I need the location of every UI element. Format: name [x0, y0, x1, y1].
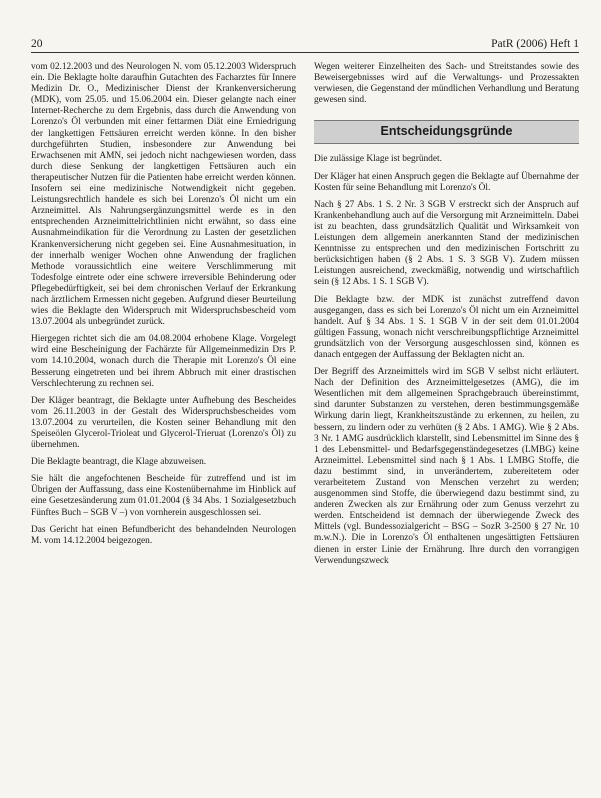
paragraph: Die Beklagte beantragt, die Klage abzuweisen.: [31, 457, 207, 468]
paragraph: Der Kläger beantragt, die Beklagte unter Aufhebung des Bescheides vom 26.11.2003 in der Gestalt des Widerspruchsbescheides vom 13.07.2004 zu verurteilen, die Kosten seiner Behandlung mit den Speiseölen Glycerol-Trioleat und Glycerol-Trieruat (Lorenzo's Öl) zu übernehmen.: [31, 395, 296, 451]
paragraph: Wegen weiterer Einzelheiten des Sach- und Streitstandes sowie des Beweisergebnisses wird auf die Verwaltungs- und Prozessakten verwiesen, die Gegenstand der mündlichen Verhandlung und Beratung gewesen sind.: [314, 62, 579, 106]
paragraph: Sie hält die angefochtenen Bescheide für zutreffend und ist im Übrigen der Auffassung, dass eine Kostenübernahme im Hinblick auf eine Gesetzesänderung zum 01.01.2004 (§ 34 Abs. 1 Sozialgesetzbuch Fünftes Buch – SGB V –) von vornherein ausgeschlossen sei.: [31, 474, 296, 518]
paragraph: Die Beklagte bzw. der MDK ist zunächst zutreffend davon ausgegangen, dass es sich bei Lorenzo's Öl nicht um ein Arzneimittel handelt. Auf § 34 Abs. 1 S. 1 SGB V in der seit dem 01.01.2004 gültigen Fassung, wonach nicht verschreibungspflichtige Arzneimittel grundsätzlich von der Versorgung ausgeschlossen sind, können es danach entgegen der Auffassung der Beklagten nicht an.: [314, 294, 579, 360]
paragraph: Das Gericht hat einen Befundbericht des behandelnden Neurologen M. vom 14.12.2004 beigezogen.: [31, 524, 296, 546]
text-columns: [31, 62, 579, 780]
paragraph: Die zulässige Klage ist begründet.: [314, 154, 442, 165]
page-number: 20: [31, 38, 43, 50]
paragraph: vom 02.12.2003 und des Neurologen N. vom 05.12.2003 Widerspruch ein. Die Beklagte holte daraufhin Gutachten des Facharztes für Innere Medizin Dr. O., Medizinischer Dienst der Krankenversicherung (MDK), vom 25.05. und 15.06.2004 ein. Dieser gelangte nach einer Internet-Recherche zu dem Ergebnis, dass durch die Anwendung von Lorenzo's Öl verbunden mit einer fettarmen Diät eine Erniedrigung der langkettigen Fettsäuren erreicht werden könne. In den bisher durchgeführten Studien, insbesondere zur Anwendung bei Erwachsenen mit AMN, sei jedoch nicht nachgewiesen worden, dass durch diese Senkung der langkettigen Fettsäuren auch ein therapeutischer Nutzen für die Patienten habe erreicht werden können. Insofern sei eine medizinische Notwendigkeit nicht gegeben. Leistungsrechtlich handele es sich bei Lorenzo's Öl nicht um ein Arzneimittel. Als Nahrungsergänzungsmittel werde es in den entsprechenden Arzneimittelrichtlinien nicht erwähnt, so dass eine Ausnahmeindikation für die Verordnung zu Lasten der gesetzlichen Krankenversicherung nicht gegeben sei. Eine Ausnahmesituation, in der innerhalb weniger Wochen ohne Anwendung der fraglichen Methode voraussichtlich eine weitere Verschlimmerung mit Todesfolge eintrete oder eine schwere irreversible Behinderung oder Pflegebedürftigkeit, sei bei dem chronischen Verlauf der Erkrankung nach ärztlichem Ermessen nicht gegeben. Aufgrund dieser Beurteilung wies die Beklagte den Widerspruch mit Widerspruchsbescheid vom 13.07.2004 als unbegründet zurück.: [31, 62, 296, 328]
paragraph: Nach § 27 Abs. 1 S. 2 Nr. 3 SGB V erstreckt sich der Anspruch auf Krankenbehandlung auch auf die Versorgung mit Arzneimitteln. Dabei ist zu beachten, dass grundsätzlich Qualität und Wirksamkeit von Leistungen dem allgemein anerkannten Stand der medizinischen Kenntnisse zu entsprechen und den medizinischen Fortschritt zu berücksichtigen haben (§ 2 Abs. 1 S. 3 SGB V). Zudem müssen Leistungen ausreichend, zweckmäßig, notwendig und wirtschaftlich sein (§ 12 Abs. 1 S. 1 SGB V).: [314, 199, 579, 288]
section-heading: Entscheidungsgründe: [314, 120, 579, 144]
journal-reference: PatR (2006) Heft 1: [491, 38, 579, 50]
right-column: [314, 62, 579, 780]
page-header: [31, 32, 579, 53]
left-column: [31, 62, 296, 780]
paragraph: Hiergegen richtet sich die am 04.08.2004 erhobene Klage. Vorgelegt wird eine Bescheinigung der Fachärzte für Allgemeinmedizin Drs P. vom 14.10.2004, wonach durch die Therapie mit Lorenzo's Öl eine Besserung eingetreten und bei ihrem Abbruch mit einer drastischen Verschlechterung zu rechnen sei.: [31, 334, 296, 389]
paragraph: Der Kläger hat einen Anspruch gegen die Beklagte auf Übernahme der Kosten für seine Behandlung mit Lorenzo's Öl.: [314, 171, 579, 193]
paragraph: Der Begriff des Arzneimittels wird im SGB V selbst nicht erläutert. Nach der Definition des Arzneimittelgesetzes (AMG), die im Wesentlichen mit dem allgemeinen Sprachgebrauch übereinstimmt, sind darunter Substanzen zu verstehen, deren bestimmungsgemäße Wirkung darin liegt, Krankheitszustände zu erkennen, zu heilen, zu bessern, zu lindern oder zu verhüten (§ 2 Abs. 1 AMG). Wie § 2 Abs. 3 Nr. 1 AMG ausdrücklich klarstellt, sind Lebensmittel im Sinne des § 1 des Lebensmittel- und Bedarfsgegenständegesetzes (LMBG) keine Arzneimittel. Lebensmittel sind nach § 1 Abs. 1 LMBG Stoffe, die dazu bestimmt sind, in unverändertem, zubereitetem oder verarbeitetem Zustand von Menschen verzehrt zu werden; ausgenommen sind Stoffe, die überwiegend dazu bestimmt sind, zu anderen Zwecken als zur Ernährung oder zum Genuss verzehrt zu werden. Entscheidend ist demnach der überwiegende Zweck des Mittels (vgl. Bundessozialgericht – BSG – SozR 3-2500 § 27 Nr. 10 m.w.N.). Die in Lorenzo's Öl enthaltenen ungesättigten Fettsäuren dienen in erster Linie der Ernährung. Ihre durch den vorrangigen Verwendungszweck: [314, 367, 579, 566]
